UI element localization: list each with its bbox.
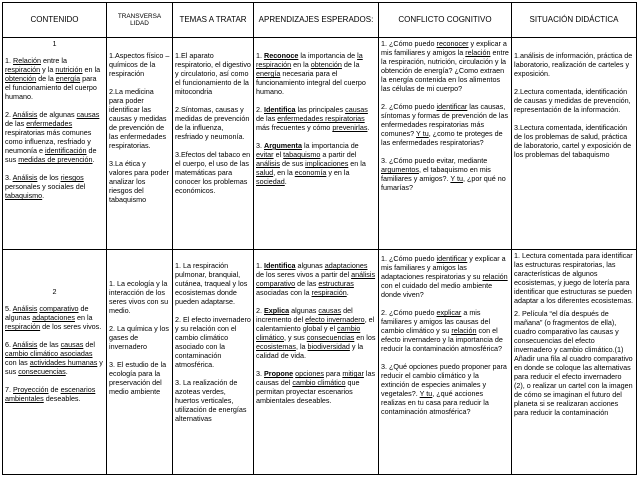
emphasized-term: respiración: [311, 288, 347, 297]
table-row: [3, 38, 637, 250]
emphasized-term: adaptaciones: [324, 261, 368, 270]
transversalidad-item: 3. El estudio de la ecología para la preservación del medio ambiente: [109, 360, 167, 396]
emphasized-term: evitar: [256, 150, 274, 159]
emphasized-term: tabaquismo: [283, 150, 321, 159]
emphasized-term: análisis: [256, 159, 280, 168]
emphasized-term: salud: [256, 168, 274, 177]
header-aprendizajes: APRENDIZAJES ESPERADOS:: [254, 3, 379, 38]
cell-transversalidad: [107, 250, 173, 475]
cell-temas: [173, 38, 254, 250]
transversalidad-item: 1. La ecología y la interacción de los seres vivos con su medio.: [109, 279, 169, 315]
emphasized-term: relación: [451, 326, 477, 335]
contenido-item: 6. Análisis de las causas del cambio climático asociadas con las actividades humanas y sus consecuencias.: [5, 340, 103, 376]
emphasized-term: Y tu: [416, 129, 429, 138]
conflicto-item: 2. ¿Cómo puedo explicar a mis familiares y amigos las causas del cambio climático y su relación con el efecto invernadero y la importancia de reducir la contaminación atmosférica?: [381, 308, 503, 353]
cell-situacion: [512, 250, 637, 475]
cell-aprendizajes: [254, 38, 379, 250]
contenido-item: 7. Proyección de escenarios ambientales deseables.: [5, 385, 96, 403]
emphasized-term: causas: [345, 105, 368, 114]
conflicto-item: 3. ¿Qué opciones puedo proponer para reducir el cambio climático y la extinción de especies animales y vegetales?. Y tu, ¿qué acciones realizas en tu casa para reducir la contaminación atmosférica?: [381, 362, 507, 416]
emphasized-term: energía: [256, 69, 281, 78]
cell-conflicto: [379, 250, 512, 475]
emphasized-term: causas: [76, 110, 100, 119]
emphasized-term: causas: [318, 306, 342, 315]
emphasized-term: cambio climático asociadas: [5, 349, 93, 358]
transversalidad-item: 3.La ética y valores para poder analizar los riesgos del tabaquismo: [109, 159, 169, 204]
emphasized-term: comparativo: [39, 304, 79, 313]
emphasized-term: argumentos: [381, 165, 419, 174]
situacion-item: 2. Película “el día después de mañana” (o fragmentos de ella), cuadro comparativo las causas y consecuencias del efecto invernadero y cambio climático.(1): [514, 309, 624, 354]
tema-item: 3.Efectos del tabaco en el cuerpo, el uso de las matemáticas para conocer los problemas económicos.: [175, 150, 251, 195]
emphasized-term: Identifica: [264, 261, 296, 270]
emphasized-term: cambio climático: [292, 378, 346, 387]
emphasized-term: nutrición: [55, 65, 83, 74]
header-temas: TEMAS A TRATAR: [173, 3, 254, 38]
transversalidad-item: 1.Aspectos físico – químicos de la respiración: [109, 51, 170, 78]
emphasized-term: Relación: [13, 56, 41, 65]
transversalidad-item: 2. La química y los gases de invernadero: [109, 324, 169, 351]
emphasized-term: consecuencias: [306, 333, 355, 342]
emphasized-term: identificar: [436, 102, 468, 111]
cell-contenido: [3, 38, 107, 250]
cell-contenido: [3, 250, 107, 475]
emphasized-term: identificación: [44, 146, 87, 155]
emphasized-term: la respiración: [256, 51, 363, 69]
emphasized-term: escenarios ambientales: [5, 385, 96, 403]
emphasized-term: actividades humanas: [29, 358, 98, 367]
contenido-item: 1. Relación entre la respiración y la nutrición en la obtención de la energía para el funcionamiento del cuerpo humano.: [5, 56, 101, 101]
emphasized-term: consecuencias: [18, 367, 66, 376]
emphasized-term: reconocer: [436, 39, 469, 48]
emphasized-term: cambio climático: [256, 324, 361, 342]
conflicto-item: 1. ¿Cómo puedo reconocer y explicar a mis familiares y amigos la relación entre la respiración, nutrición, circulación y la obtención de energía? ¿Como extraen la energía contenida en los alimentos las células de mi cuerpo?: [381, 39, 509, 93]
cell-temas: [173, 250, 254, 475]
emphasized-term: prevenirlas: [332, 123, 368, 132]
tema-item: 1. La respiración pulmonar, branquial, cutánea, traqueal y los ecosistemas donde pueden adaptarse.: [175, 261, 248, 306]
emphasized-term: Análisis: [12, 340, 38, 349]
situacion-item: 1. Lectura comentada para identificar las estructuras respiratorias, las características de algunos ecosistemas, y juego de lotería para identificar que estructuras se pueden adaptar a los diferentes ecosistemas.: [514, 251, 634, 305]
emphasized-term: ecosistemas: [256, 342, 296, 351]
emphasized-term: riesgos: [60, 173, 84, 182]
emphasized-term: efecto invernadero: [305, 315, 365, 324]
situacion-item: Añadir una fila al cuadro comparativo en donde se coloque las alternativas para reducir el efecto invernadero (2), o realizar un cartel con la imagen de cómo se imaginan el futuro del planeta si se realizaran acciones para reducir la contaminación: [514, 354, 633, 417]
emphasized-term: enfermedades respiratorias: [277, 114, 365, 123]
emphasized-term: opciones: [295, 369, 324, 378]
tema-item: 1.El aparato respiratorio, el digestivo y circulatorio, así como el funcionamiento de la mitocondria: [175, 51, 251, 96]
aprendizaje-item: 1. Identifica algunas adaptaciones de los seres vivos a partir del análisis comparativo de las estructuras asociadas con la respiración.: [256, 261, 376, 297]
emphasized-term: Proyección: [13, 385, 49, 394]
header-situacion: SITUACIÓN DIDÁCTICA: [512, 3, 637, 38]
emphasized-term: Análisis: [12, 173, 38, 182]
emphasized-term: energía: [55, 74, 81, 83]
header-row: [3, 3, 637, 38]
emphasized-term: obtención: [310, 60, 342, 69]
emphasized-term: Explica: [264, 306, 290, 315]
contenido-item: 5. Análisis comparativo de algunas adaptaciones en la respiración de los seres vivos.: [5, 304, 102, 331]
contenido-item: 3. Análisis de los riesgos personales y sociales del tabaquismo.: [5, 173, 86, 200]
emphasized-term: Y tu: [419, 389, 433, 398]
emphasized-term: relación: [482, 272, 508, 281]
emphasized-term: causas: [60, 340, 84, 349]
cell-situacion: [512, 38, 637, 250]
emphasized-term: enfermedades: [26, 119, 73, 128]
emphasized-term: adaptaciones: [32, 313, 75, 322]
emphasized-term: Identifica: [264, 105, 296, 114]
emphasized-term: implicaciones: [305, 159, 349, 168]
emphasized-term: tabaquismo: [5, 191, 43, 200]
cell-transversalidad: [107, 38, 173, 250]
aprendizaje-item: 3. Argumenta la importancia de evitar el tabaquismo a partir del análisis de sus implicaciones en la salud, en la economía y en la sociedad.: [256, 141, 366, 186]
conflicto-item: 2. ¿Cómo puedo identificar las causas, síntomas y formas de prevención de las enfermedades respiratorias más comunes? Y tu, ¿como te proteges de las enfermedades respiratorias?: [381, 102, 509, 147]
emphasized-term: identificar: [436, 254, 468, 263]
emphasized-term: sociedad: [256, 177, 285, 186]
emphasized-term: Argumenta: [264, 141, 302, 150]
contenido-item: 2. Análisis de algunas causas de las enfermedades respiratorias más comunes como influenza, resfriado y neumonía e identificación de sus medidas de prevención.: [5, 110, 100, 164]
header-contenido: CONTENIDO: [3, 3, 107, 38]
emphasized-term: economía: [294, 168, 327, 177]
aprendizaje-item: 2. Explica algunas causas del incremento del efecto invernadero, el calentamiento global y el cambio climático, y sus consecuencias en los ecosistemas, la biodiversidad y la calidad de vida.: [256, 306, 376, 360]
tema-item: 3. La realización de azoteas verdes, huertos verticales, utilización de energías alternativas: [175, 378, 247, 423]
emphasized-term: respiración: [5, 65, 41, 74]
planning-table: [2, 2, 637, 475]
emphasized-term: obtención: [5, 74, 37, 83]
block-number: 1: [52, 39, 57, 48]
aprendizaje-item: 3. Propone opciones para mitigar las causas del cambio climático que permitan proyectar escenarios ambientales deseables.: [256, 369, 376, 405]
header-transversalidad: TRANSVERSA LIDAD: [107, 3, 173, 38]
conflicto-item: 1. ¿Cómo puedo identificar y explicar a mis familiares y amigos las adaptaciones respiratorias y su relación con el cuidado del medio ambiente donde viven?: [381, 254, 508, 299]
cell-aprendizajes: [254, 250, 379, 475]
situacion-item: 3.Lectura comentada, identificación de los problemas de salud, práctica de laboratorio, cartel y exposición de los problemas del tabaquismo: [514, 123, 632, 159]
emphasized-term: respiración: [5, 322, 41, 331]
block-number: 2: [52, 287, 57, 296]
table-row: [3, 250, 637, 475]
conflicto-item: 3. ¿Cómo puedo evitar, mediante argumentos, el tabaquismo en mis familiares y amigos?. Y tu, ¿por qué no fumarías?: [381, 156, 506, 192]
emphasized-term: Reconoce: [264, 51, 299, 60]
emphasized-term: estructuras: [318, 279, 354, 288]
emphasized-term: Y tu: [450, 174, 464, 183]
emphasized-term: Análisis: [12, 110, 38, 119]
emphasized-term: análisis comparativo: [256, 270, 376, 288]
emphasized-term: relación: [465, 48, 491, 57]
emphasized-term: Propone: [264, 369, 294, 378]
situacion-item: 1.análisis de información, práctica de laboratorio, realización de carteles y exposición.: [514, 51, 633, 78]
cell-conflicto: [379, 38, 512, 250]
transversalidad-item: 2.La medicina para poder identificar las causas y medidas de prevención de las enfermedades respiratorias.: [109, 87, 167, 150]
emphasized-term: biodiversidad: [307, 342, 350, 351]
emphasized-term: mitigar: [342, 369, 364, 378]
header-conflicto: CONFLICTO COGNITIVO: [379, 3, 512, 38]
aprendizaje-item: 2. Identifica las principales causas de las enfermedades respiratorias más frecuentes y cómo prevenirlas.: [256, 105, 370, 132]
tema-item: 2. El efecto invernadero y su relación con el cambio climático asociado con la contaminación atmosférica.: [175, 315, 251, 369]
situacion-item: 2.Lectura comentada, identificación de causas y medidas de prevención, representación de la información.: [514, 87, 631, 114]
emphasized-term: medidas de prevención: [18, 155, 93, 164]
emphasized-term: Análisis: [12, 304, 38, 313]
tema-item: 2.Síntomas, causas y medidas de prevención de la influenza, resfriado y neumonía.: [175, 105, 250, 141]
aprendizaje-item: 1. Reconoce la importancia de la respiración en la obtención de la energía necesaria para el funcionamiento integral del cuerpo humano.: [256, 51, 366, 96]
emphasized-term: explicar: [436, 308, 462, 317]
